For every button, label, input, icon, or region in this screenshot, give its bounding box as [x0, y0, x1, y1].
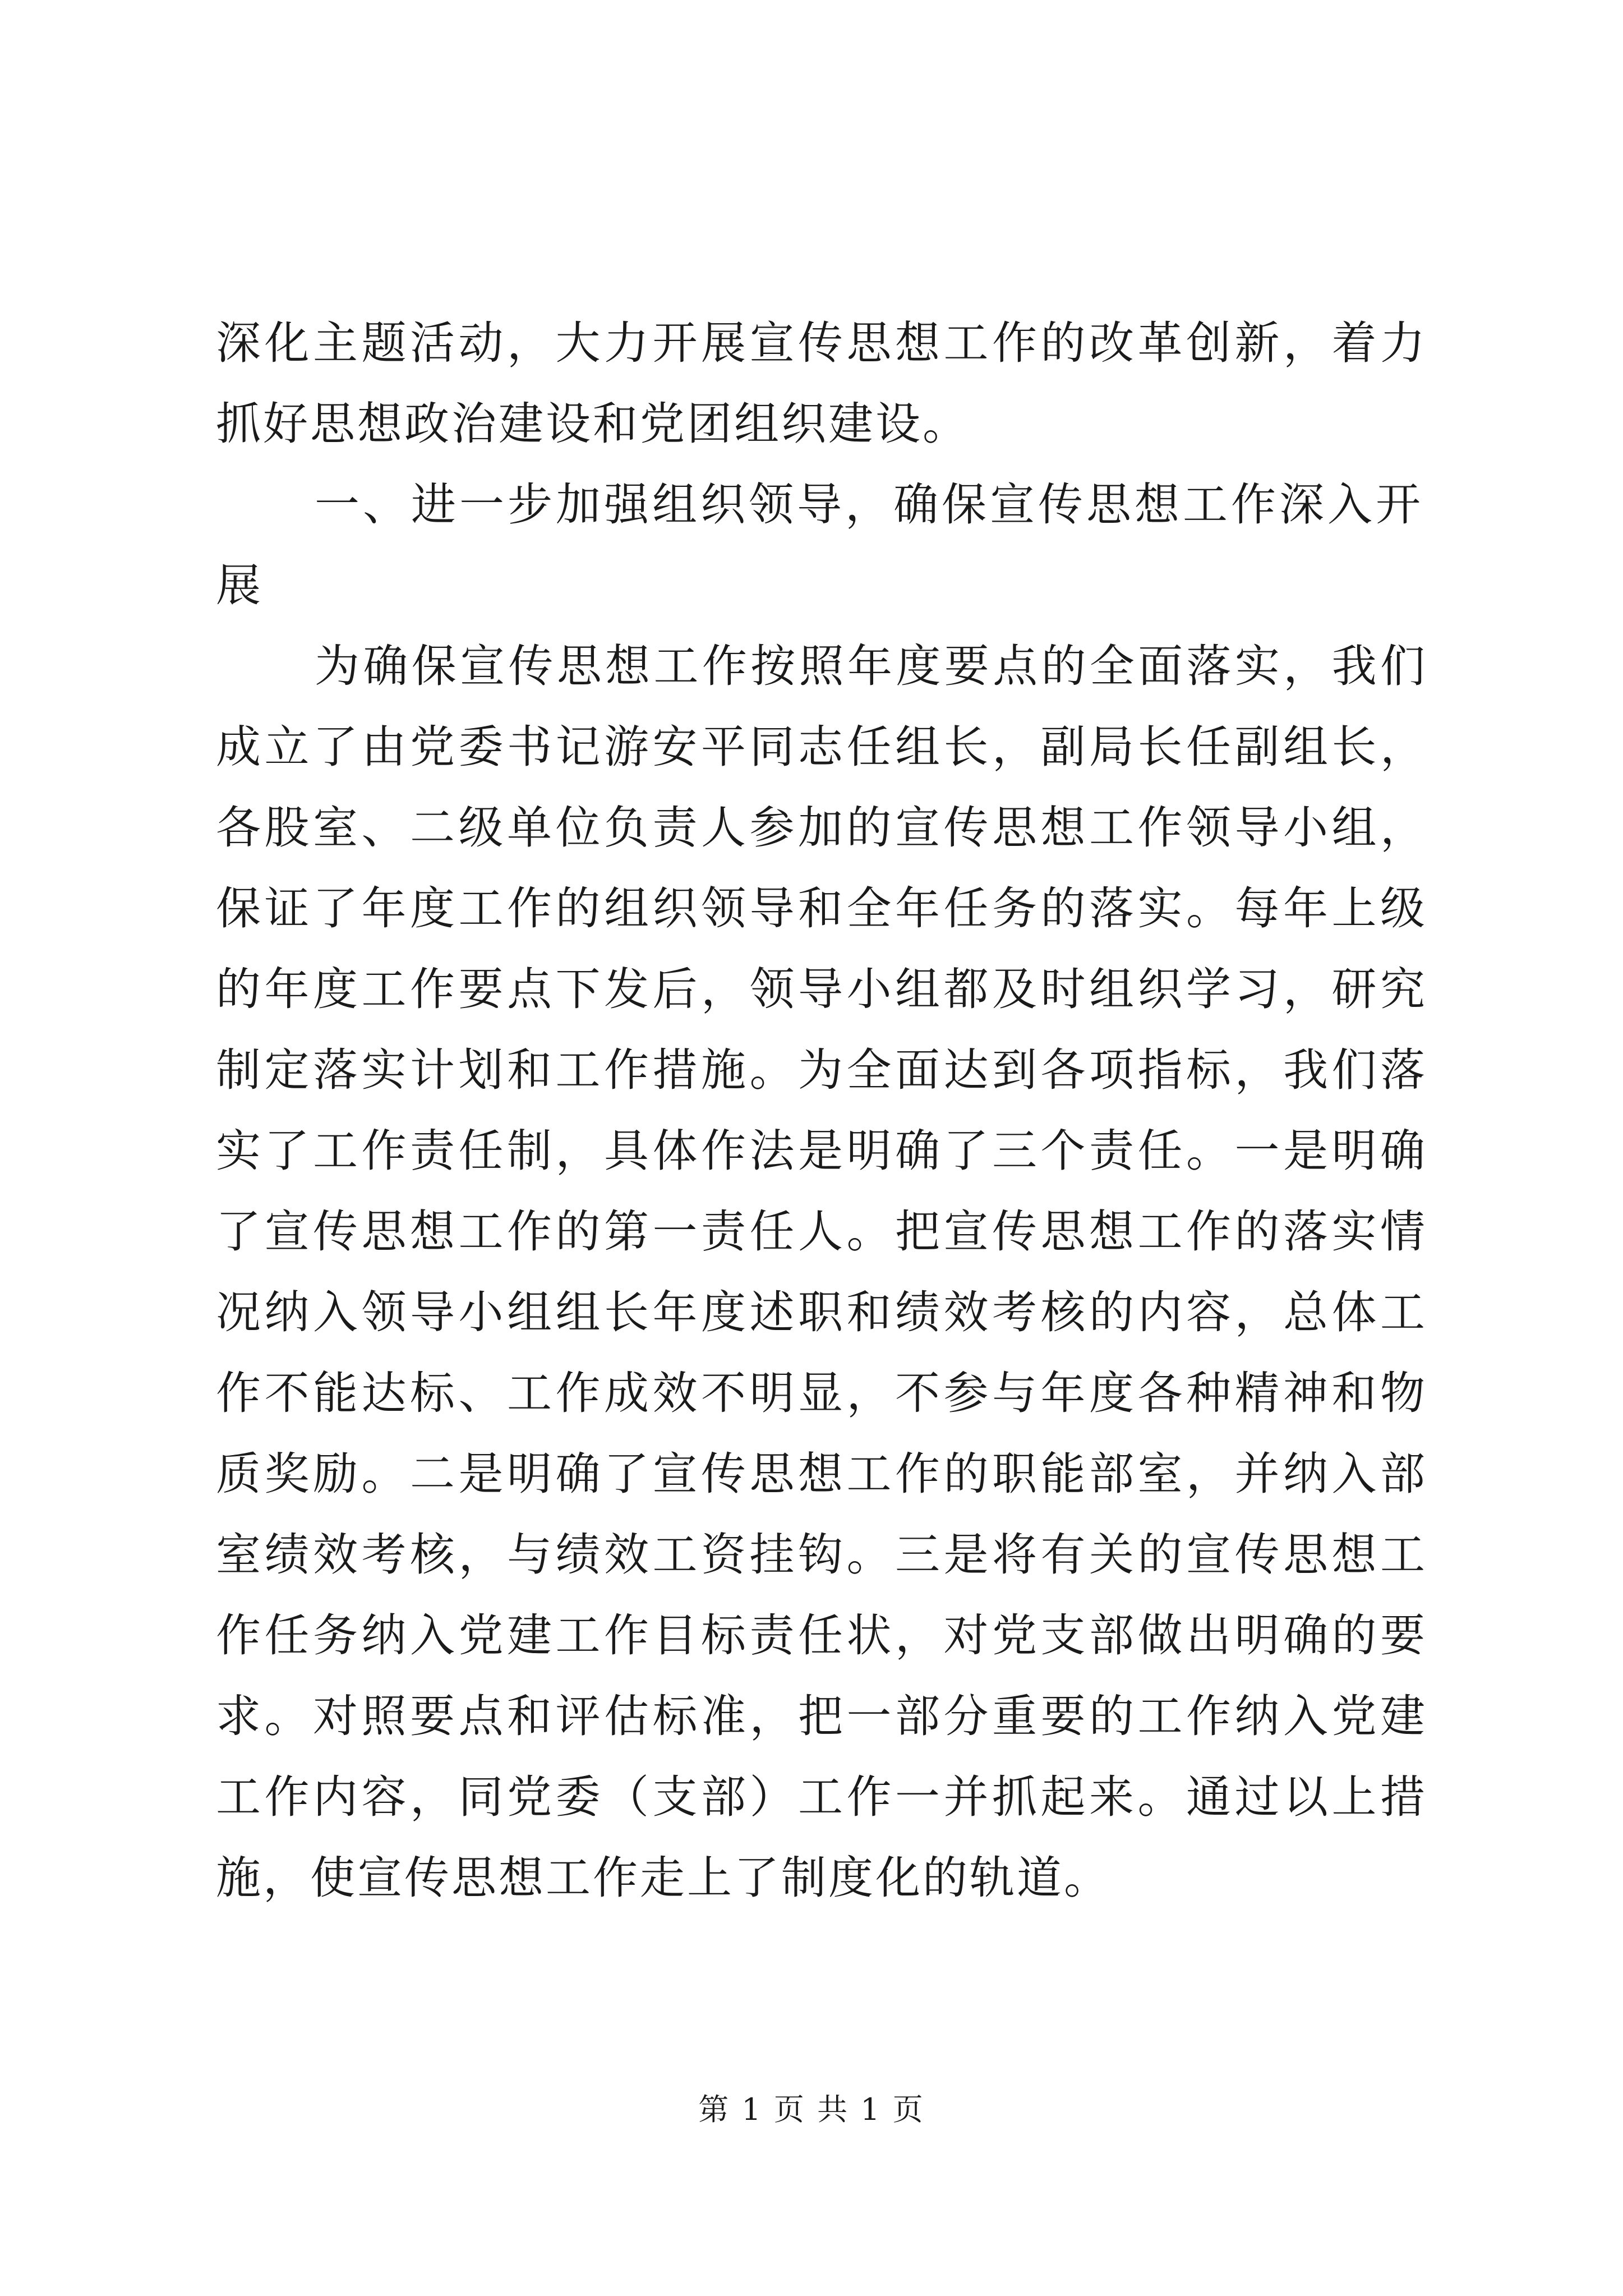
- document-body: [216, 303, 1427, 1918]
- paragraph-section-1: 为确保宣传思想工作按照年度要点的全面落实，我们成立了由党委书记游安平同志任组长，副局长任副组长，各股室、二级单位负责人参加的宣传思想工作领导小组，保证了年度工作的组织领导和全年任务的落实。每年上级的年度工作要点下发后，领导小组都及时组织学习，研究制定落实计划和工作措施。为全面达到各项指标，我们落实了工作责任制，具体作法是明确了三个责任。一是明确了宣传思想工作的第一责任人。把宣传思想工作的落实情况纳入领导小组组长年度述职和绩效考核的内容，总体工作不能达标、工作成效不明显，不参与年度各种精神和物质奖励。二是明确了宣传思想工作的职能部室，并纳入部室绩效考核，与绩效工资挂钩。三是将有关的宣传思想工作任务纳入党建工作目标责任状，对党支部做出明确的要求。对照要点和评估标准，把一部分重要的工作纳入党建工作内容，同党委（支部）工作一并抓起来。通过以上措施，使宣传思想工作走上了制度化的轨道。: [216, 640, 1427, 1904]
- paragraph-intro: 深化主题活动，大力开展宣传思想工作的改革创新，着力抓好思想政治建设和党团组织建设。: [216, 317, 1427, 450]
- page-number-footer: 第 1 页 共 1 页: [698, 2092, 925, 2127]
- section-heading-1: 一、进一步加强组织领导，确保宣传思想工作深入开展: [216, 478, 1424, 611]
